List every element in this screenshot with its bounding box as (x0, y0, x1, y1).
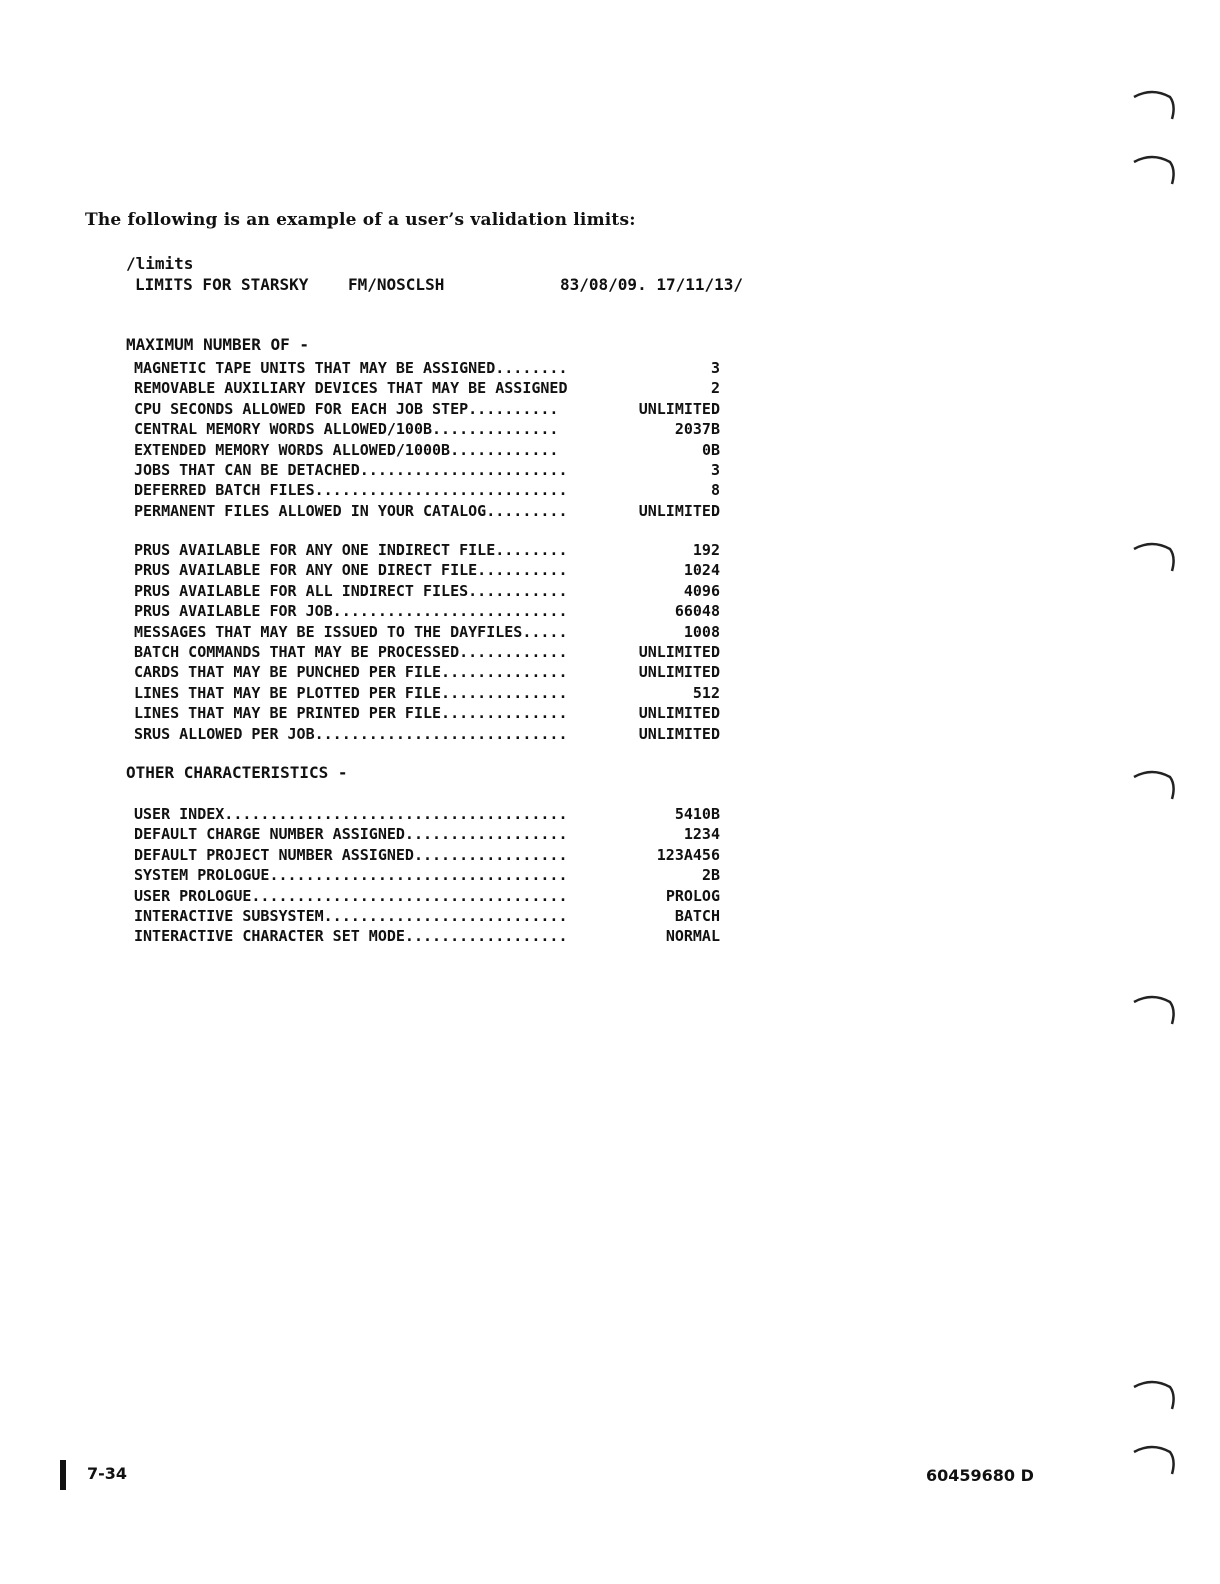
limit-label: SRUS ALLOWED PER JOB............................ (134, 724, 568, 743)
limit-label: CENTRAL MEMORY WORDS ALLOWED/100B.............. (134, 420, 559, 439)
document-number: 60459680 D (926, 1466, 1034, 1485)
limits-group-2 (134, 540, 720, 744)
characteristic-value: 123A456 (656, 845, 720, 864)
header-title: LIMITS FOR STARSKY (135, 275, 309, 294)
binder-hole-mark (1130, 150, 1180, 190)
limit-label: BATCH COMMANDS THAT MAY BE PROCESSED............ (134, 642, 568, 661)
limit-label: EXTENDED MEMORY WORDS ALLOWED/1000B............ (134, 440, 559, 459)
limit-value: UNLIMITED (638, 501, 720, 520)
binder-hole-mark (1130, 537, 1180, 577)
limit-row (134, 560, 720, 580)
limit-label: CARDS THAT MAY BE PUNCHED PER FILE.............. (134, 663, 568, 682)
characteristic-label: INTERACTIVE CHARACTER SET MODE.................. (134, 927, 568, 946)
limit-label: CPU SECONDS ALLOWED FOR EACH JOB STEP.......... (134, 399, 559, 418)
limit-row (134, 642, 720, 662)
intro-text: The following is an example of a user’s validation limits: (85, 210, 636, 230)
characteristic-label: DEFAULT PROJECT NUMBER ASSIGNED................. (134, 845, 568, 864)
limit-value: UNLIMITED (638, 399, 720, 418)
limit-row (134, 540, 720, 560)
limit-value: 3 (710, 460, 720, 479)
limit-value: UNLIMITED (638, 642, 720, 661)
characteristic-value: 1234 (683, 825, 720, 844)
limit-value: 512 (692, 683, 720, 702)
characteristic-row (134, 824, 720, 844)
limit-label: REMOVABLE AUXILIARY DEVICES THAT MAY BE ASSIGNED (134, 379, 568, 398)
limit-value: UNLIMITED (638, 704, 720, 723)
limit-value: 2037B (674, 420, 720, 439)
binder-hole-mark (1130, 765, 1180, 805)
characteristic-row (134, 906, 720, 926)
characteristic-label: USER PROLOGUE................................... (134, 886, 568, 905)
limit-row (134, 399, 720, 419)
limit-row (134, 358, 720, 378)
section-other-heading: OTHER CHARACTERISTICS - (126, 763, 348, 782)
characteristic-label: INTERACTIVE SUBSYSTEM........................... (134, 906, 568, 925)
limit-row (134, 662, 720, 682)
limit-label: PRUS AVAILABLE FOR ALL INDIRECT FILES........... (134, 581, 568, 600)
limit-row (134, 378, 720, 398)
limit-value: 1024 (683, 561, 720, 580)
limit-value: 0B (701, 440, 720, 459)
limit-row (134, 440, 720, 460)
limit-value: 192 (692, 541, 720, 559)
limit-row (134, 419, 720, 439)
limit-value: 4096 (683, 581, 720, 600)
header-user: FM/NOSCLSH (348, 275, 445, 294)
limit-row (134, 480, 720, 500)
characteristic-label: DEFAULT CHARGE NUMBER ASSIGNED.................. (134, 825, 568, 844)
limit-label: LINES THAT MAY BE PRINTED PER FILE.............. (134, 704, 568, 723)
limit-row (134, 581, 720, 601)
characteristic-row (134, 886, 720, 906)
characteristic-row (134, 865, 720, 885)
characteristic-label: USER INDEX...................................... (134, 805, 568, 823)
limit-row (134, 622, 720, 642)
limit-row (134, 724, 720, 744)
limits-group-1 (134, 358, 720, 521)
characteristic-label: SYSTEM PROLOGUE................................. (134, 866, 568, 885)
limit-value: UNLIMITED (638, 724, 720, 743)
limit-label: DEFERRED BATCH FILES............................ (134, 481, 568, 500)
characteristic-row (134, 804, 720, 824)
limit-label: LINES THAT MAY BE PLOTTED PER FILE.............. (134, 683, 568, 702)
limit-label: MESSAGES THAT MAY BE ISSUED TO THE DAYFILES..... (134, 622, 568, 641)
characteristics-group (134, 804, 720, 947)
limit-value: 66048 (674, 602, 720, 621)
limit-label: PERMANENT FILES ALLOWED IN YOUR CATALOG......... (134, 501, 568, 520)
limit-row (134, 683, 720, 703)
characteristic-value: PROLOG (665, 886, 720, 905)
header-datetime: 83/08/09. 17/11/13/ (560, 275, 744, 294)
binder-hole-mark (1130, 1375, 1180, 1415)
limit-value: 1008 (683, 622, 720, 641)
limit-value: 2 (710, 379, 720, 398)
change-bar (60, 1460, 66, 1490)
characteristic-value: 2B (701, 866, 720, 885)
limit-value: 3 (710, 359, 720, 377)
characteristic-row (134, 845, 720, 865)
limit-value: 8 (710, 481, 720, 500)
limit-label: PRUS AVAILABLE FOR JOB.......................... (134, 602, 568, 621)
limit-label: JOBS THAT CAN BE DETACHED....................... (134, 460, 568, 479)
section-maximum-heading: MAXIMUM NUMBER OF - (126, 335, 310, 354)
limit-label: PRUS AVAILABLE FOR ANY ONE INDIRECT FILE........ (134, 541, 568, 559)
characteristic-value: 5410B (674, 805, 720, 823)
binder-hole-mark (1130, 85, 1180, 125)
limit-row (134, 501, 720, 521)
limit-value: UNLIMITED (638, 663, 720, 682)
command-line: /limits (126, 254, 194, 273)
page-number: 7-34 (87, 1464, 128, 1483)
limit-label: MAGNETIC TAPE UNITS THAT MAY BE ASSIGNED........ (134, 359, 568, 377)
binder-hole-mark (1130, 990, 1180, 1030)
characteristic-value: BATCH (674, 906, 720, 925)
limit-row (134, 601, 720, 621)
limit-label: PRUS AVAILABLE FOR ANY ONE DIRECT FILE.......... (134, 561, 568, 580)
limit-row (134, 703, 720, 723)
binder-hole-mark (1130, 1440, 1180, 1480)
characteristic-row (134, 926, 720, 946)
limit-row (134, 460, 720, 480)
characteristic-value: NORMAL (665, 927, 720, 946)
